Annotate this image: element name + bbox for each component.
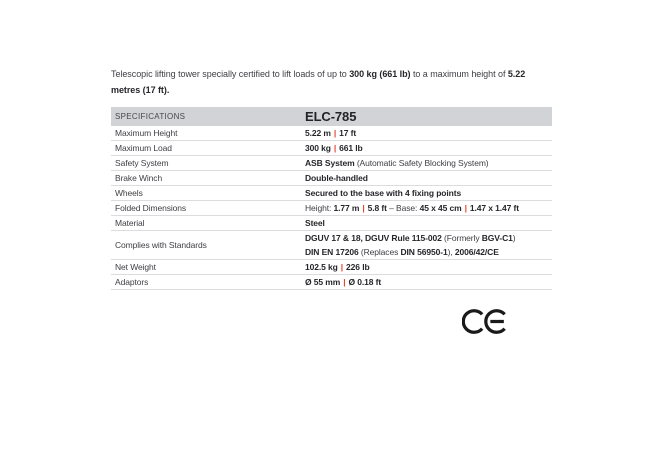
spec-table-title: SPECIFICATIONS: [115, 112, 186, 121]
spec-label: Complies with Standards: [115, 240, 207, 250]
text-segment: 2006/42/CE: [454, 247, 499, 257]
text-segment: 5.22 metres (17 ft).: [111, 69, 526, 95]
text-segment: ),: [447, 247, 455, 257]
text-segment: 5.22 m: [305, 128, 331, 138]
spec-label: Folded Dimensions: [115, 203, 187, 213]
spec-row: [111, 216, 552, 231]
unit-separator: |: [340, 262, 344, 272]
text-segment: BGV-C1: [481, 233, 513, 243]
spec-rows: [111, 126, 552, 290]
spec-row: [111, 260, 552, 275]
product-model: ELC-785: [305, 109, 357, 124]
unit-separator: |: [343, 277, 346, 287]
text-segment: (Automatic Safety Blocking System): [354, 158, 489, 168]
text-segment: ): [512, 233, 516, 243]
text-segment: ASB System: [305, 158, 355, 168]
text-segment: 226 lb: [346, 262, 370, 272]
unit-separator: |: [362, 203, 365, 213]
spec-table: [111, 107, 552, 290]
spec-row: [111, 186, 552, 201]
text-segment: 661 lb: [339, 143, 363, 153]
unit-separator: |: [333, 128, 337, 138]
spec-value: [305, 186, 552, 200]
ce-mark-icon: [462, 306, 507, 337]
text-segment: (Replaces: [358, 247, 401, 257]
spec-table-header: [111, 107, 552, 126]
unit-separator: |: [333, 143, 337, 153]
spec-label: Brake Winch: [115, 173, 163, 183]
text-segment: (Formerly: [441, 233, 482, 243]
text-segment: 1.77 m: [333, 203, 360, 213]
text-segment: DIN 56950-1: [400, 247, 448, 257]
text-segment: Secured to the base with 4 fixing points: [305, 188, 462, 198]
text-segment: 5.8 ft: [367, 203, 387, 213]
text-segment: Height:: [305, 203, 334, 213]
text-segment: Ø 0.18 ft: [348, 277, 382, 287]
spec-row: [111, 126, 552, 141]
spec-row: [111, 275, 552, 290]
spec-value: [305, 275, 552, 289]
text-segment: Double-handled: [305, 173, 368, 183]
spec-value: [305, 231, 552, 259]
spec-row: [111, 141, 552, 156]
intro-text: [111, 67, 552, 98]
spec-value: [305, 216, 552, 230]
spec-row: [111, 231, 552, 260]
text-segment: 300 kg: [305, 143, 331, 153]
text-segment: 1.47 x 1.47 ft: [469, 203, 520, 213]
text-segment: 17 ft: [339, 128, 357, 138]
text-segment: Steel: [305, 218, 325, 228]
spec-label: Net Weight: [115, 262, 156, 272]
text-segment: – Base:: [386, 203, 420, 213]
spec-value: [305, 260, 552, 274]
text-segment: DGUV 17 & 18, DGUV Rule 115-002: [305, 233, 442, 243]
unit-separator: |: [464, 203, 467, 213]
spec-label: Maximum Load: [115, 143, 172, 153]
spec-value: [305, 171, 552, 185]
text-segment: 300 kg (661 lb): [349, 69, 411, 79]
text-segment: Ø 55 mm: [305, 277, 341, 287]
spec-value: [305, 156, 552, 170]
text-segment: Telescopic lifting tower specially certified to lift loads of up to: [111, 69, 350, 79]
spec-label: Safety System: [115, 158, 169, 168]
spec-label: Material: [115, 218, 145, 228]
spec-label: Wheels: [115, 188, 143, 198]
text-segment: DIN EN 17206: [305, 247, 359, 257]
spec-row: [111, 201, 552, 216]
spec-sheet: [111, 67, 552, 290]
spec-value: [305, 141, 552, 155]
spec-row: [111, 171, 552, 186]
text-segment: 45 x 45 cm: [419, 203, 462, 213]
spec-label: Adaptors: [115, 277, 149, 287]
text-segment: to a maximum height of: [410, 69, 508, 79]
spec-value: [305, 201, 552, 215]
spec-label: Maximum Height: [115, 128, 178, 138]
text-segment: 102.5 kg: [305, 262, 338, 272]
spec-value: [305, 126, 552, 140]
spec-row: [111, 156, 552, 171]
